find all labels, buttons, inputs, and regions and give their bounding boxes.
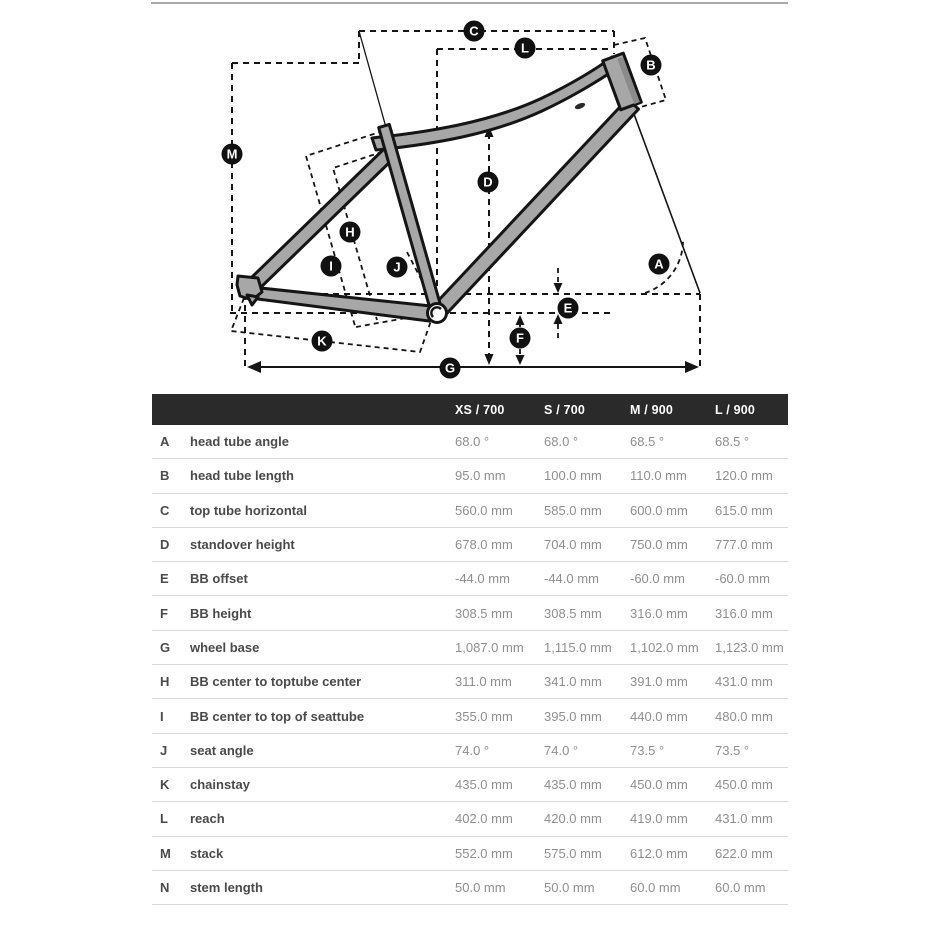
bike-frame bbox=[237, 53, 641, 322]
row-value: 612.0 mm bbox=[630, 845, 688, 861]
svg-text:I: I bbox=[329, 258, 333, 274]
table-row bbox=[152, 494, 788, 528]
row-value: -44.0 mm bbox=[544, 571, 599, 587]
svg-text:L: L bbox=[521, 40, 529, 56]
row-label: stack bbox=[190, 845, 224, 861]
dim-line-g-wheelbase bbox=[247, 361, 699, 373]
row-value: 68.5 ° bbox=[715, 434, 750, 450]
table-row bbox=[152, 871, 788, 905]
row-value: -60.0 mm bbox=[715, 571, 770, 587]
frame-geometry-diagram bbox=[0, 0, 939, 392]
marker-g bbox=[440, 358, 461, 379]
svg-text:B: B bbox=[646, 57, 656, 73]
row-value: 1,123.0 mm bbox=[715, 639, 784, 655]
row-value: 50.0 mm bbox=[455, 880, 506, 895]
row-value: 435.0 mm bbox=[455, 777, 513, 793]
row-value: 575.0 mm bbox=[544, 845, 602, 861]
row-value: 750.0 mm bbox=[630, 537, 688, 553]
row-value: 74.0 ° bbox=[544, 742, 579, 758]
svg-text:G: G bbox=[444, 360, 456, 376]
table-row bbox=[152, 768, 788, 802]
row-value: 704.0 mm bbox=[544, 537, 602, 553]
row-value: 391.0 mm bbox=[630, 674, 688, 690]
row-key: F bbox=[160, 605, 168, 621]
row-value: 74.0 ° bbox=[455, 742, 490, 758]
row-value: 311.0 mm bbox=[455, 674, 512, 690]
row-value: 308.5 mm bbox=[455, 605, 513, 621]
marker-h bbox=[340, 222, 361, 243]
row-value: 560.0 mm bbox=[455, 502, 513, 518]
row-key: H bbox=[160, 674, 170, 690]
column-header-l: L / 900 bbox=[715, 402, 756, 417]
row-value: 600.0 mm bbox=[630, 502, 688, 518]
svg-text:K: K bbox=[317, 333, 327, 349]
row-value: 395.0 mm bbox=[544, 708, 602, 724]
row-key: D bbox=[160, 537, 170, 553]
dim-line-m-stack bbox=[232, 63, 359, 313]
row-value: 480.0 mm bbox=[715, 708, 773, 724]
row-label: standover height bbox=[190, 537, 295, 553]
row-value: 60.0 mm bbox=[715, 880, 766, 895]
row-value: 60.0 mm bbox=[630, 880, 681, 895]
row-value: 450.0 mm bbox=[715, 777, 773, 793]
row-key: K bbox=[160, 777, 170, 793]
svg-text:A: A bbox=[654, 256, 664, 272]
row-value: 316.0 mm bbox=[630, 605, 688, 621]
row-value: 110.0 mm bbox=[630, 468, 687, 484]
row-label: chainstay bbox=[190, 777, 250, 793]
svg-text:D: D bbox=[483, 174, 493, 190]
row-value: 1,102.0 mm bbox=[630, 639, 699, 655]
row-value: 552.0 mm bbox=[455, 845, 513, 861]
svg-text:H: H bbox=[345, 224, 355, 240]
row-label: top tube horizontal bbox=[190, 502, 307, 518]
marker-b bbox=[641, 55, 662, 76]
row-value: 120.0 mm bbox=[715, 468, 773, 484]
table-row bbox=[152, 837, 788, 871]
table-row bbox=[152, 665, 788, 699]
row-value: 440.0 mm bbox=[630, 708, 688, 724]
row-value: 431.0 mm bbox=[715, 811, 773, 827]
marker-l bbox=[515, 38, 536, 59]
row-value: 316.0 mm bbox=[715, 605, 773, 621]
row-value: 431.0 mm bbox=[715, 674, 773, 690]
frame-derailleur-hanger bbox=[247, 295, 258, 305]
row-value: 308.5 mm bbox=[544, 605, 602, 621]
row-key: I bbox=[160, 708, 164, 724]
column-header-xs: XS / 700 bbox=[455, 402, 505, 417]
marker-f bbox=[510, 328, 531, 349]
row-value: 355.0 mm bbox=[455, 708, 513, 724]
row-label: reach bbox=[190, 811, 225, 827]
marker-e bbox=[558, 298, 579, 319]
marker-c bbox=[464, 21, 485, 42]
row-value: -44.0 mm bbox=[455, 571, 510, 587]
marker-i bbox=[321, 256, 342, 277]
row-value: -60.0 mm bbox=[630, 571, 685, 587]
table-row bbox=[152, 596, 788, 630]
row-value: 622.0 mm bbox=[715, 845, 773, 861]
svg-text:M: M bbox=[226, 146, 238, 162]
row-key: L bbox=[160, 811, 168, 827]
row-value: 678.0 mm bbox=[455, 537, 513, 553]
marker-d bbox=[478, 172, 499, 193]
marker-m bbox=[222, 144, 243, 165]
table-row bbox=[152, 459, 788, 493]
column-header-s: S / 700 bbox=[544, 402, 586, 417]
row-key: N bbox=[160, 880, 170, 895]
row-label: stem length bbox=[190, 880, 263, 895]
svg-text:F: F bbox=[516, 330, 524, 346]
table-row bbox=[152, 631, 788, 665]
row-key: J bbox=[160, 742, 168, 758]
marker-k bbox=[312, 331, 333, 352]
row-value: 68.0 ° bbox=[544, 434, 579, 450]
row-label: BB height bbox=[190, 605, 252, 621]
row-value: 68.5 ° bbox=[630, 434, 665, 450]
row-label: BB center to top of seattube bbox=[190, 708, 365, 724]
row-label: wheel base bbox=[190, 639, 260, 655]
row-value: 100.0 mm bbox=[544, 468, 602, 484]
table-header-row bbox=[152, 394, 788, 425]
row-value: 402.0 mm bbox=[455, 811, 513, 827]
row-value: 73.5 ° bbox=[630, 742, 665, 758]
row-value: 585.0 mm bbox=[544, 502, 602, 518]
svg-text:E: E bbox=[563, 300, 573, 316]
row-key: M bbox=[160, 845, 171, 861]
table-body bbox=[152, 425, 788, 905]
cable-port bbox=[574, 102, 586, 111]
row-value: 50.0 mm bbox=[544, 880, 595, 895]
row-key: C bbox=[160, 502, 170, 518]
row-label: BB center to toptube center bbox=[190, 674, 362, 690]
row-label: seat angle bbox=[190, 742, 254, 758]
row-value: 1,087.0 mm bbox=[455, 639, 524, 655]
table-row bbox=[152, 562, 788, 596]
row-value: 615.0 mm bbox=[715, 502, 773, 518]
row-value: 95.0 mm bbox=[455, 468, 506, 484]
marker-a bbox=[649, 254, 670, 275]
table-row bbox=[152, 425, 788, 459]
row-value: 419.0 mm bbox=[630, 811, 688, 827]
table-row bbox=[152, 528, 788, 562]
svg-text:C: C bbox=[469, 23, 479, 39]
frame-chain-stay bbox=[250, 287, 431, 321]
row-key: B bbox=[160, 468, 170, 484]
table-row bbox=[152, 734, 788, 768]
row-label: BB offset bbox=[190, 571, 248, 587]
row-key: E bbox=[160, 571, 169, 587]
table-row bbox=[152, 802, 788, 836]
row-key: G bbox=[160, 639, 171, 655]
row-key: A bbox=[160, 434, 170, 450]
row-value: 435.0 mm bbox=[544, 777, 602, 793]
seat-axis-line bbox=[359, 31, 387, 131]
row-label: head tube length bbox=[190, 468, 294, 484]
row-value: 450.0 mm bbox=[630, 777, 688, 793]
marker-j bbox=[387, 257, 408, 278]
row-value: 341.0 mm bbox=[544, 674, 602, 690]
table-row bbox=[152, 699, 788, 733]
row-value: 420.0 mm bbox=[544, 811, 602, 827]
row-value: 73.5 ° bbox=[715, 742, 750, 758]
row-value: 68.0 ° bbox=[455, 434, 490, 450]
frame-seat-tube bbox=[379, 124, 443, 314]
row-label: head tube angle bbox=[190, 434, 289, 450]
column-header-m: M / 900 bbox=[630, 402, 674, 417]
dim-line-c-toptube-horizontal bbox=[359, 31, 614, 63]
row-value: 777.0 mm bbox=[715, 537, 773, 553]
svg-text:J: J bbox=[393, 259, 401, 275]
row-value: 1,115.0 mm bbox=[544, 639, 612, 655]
geometry-table bbox=[152, 394, 788, 905]
